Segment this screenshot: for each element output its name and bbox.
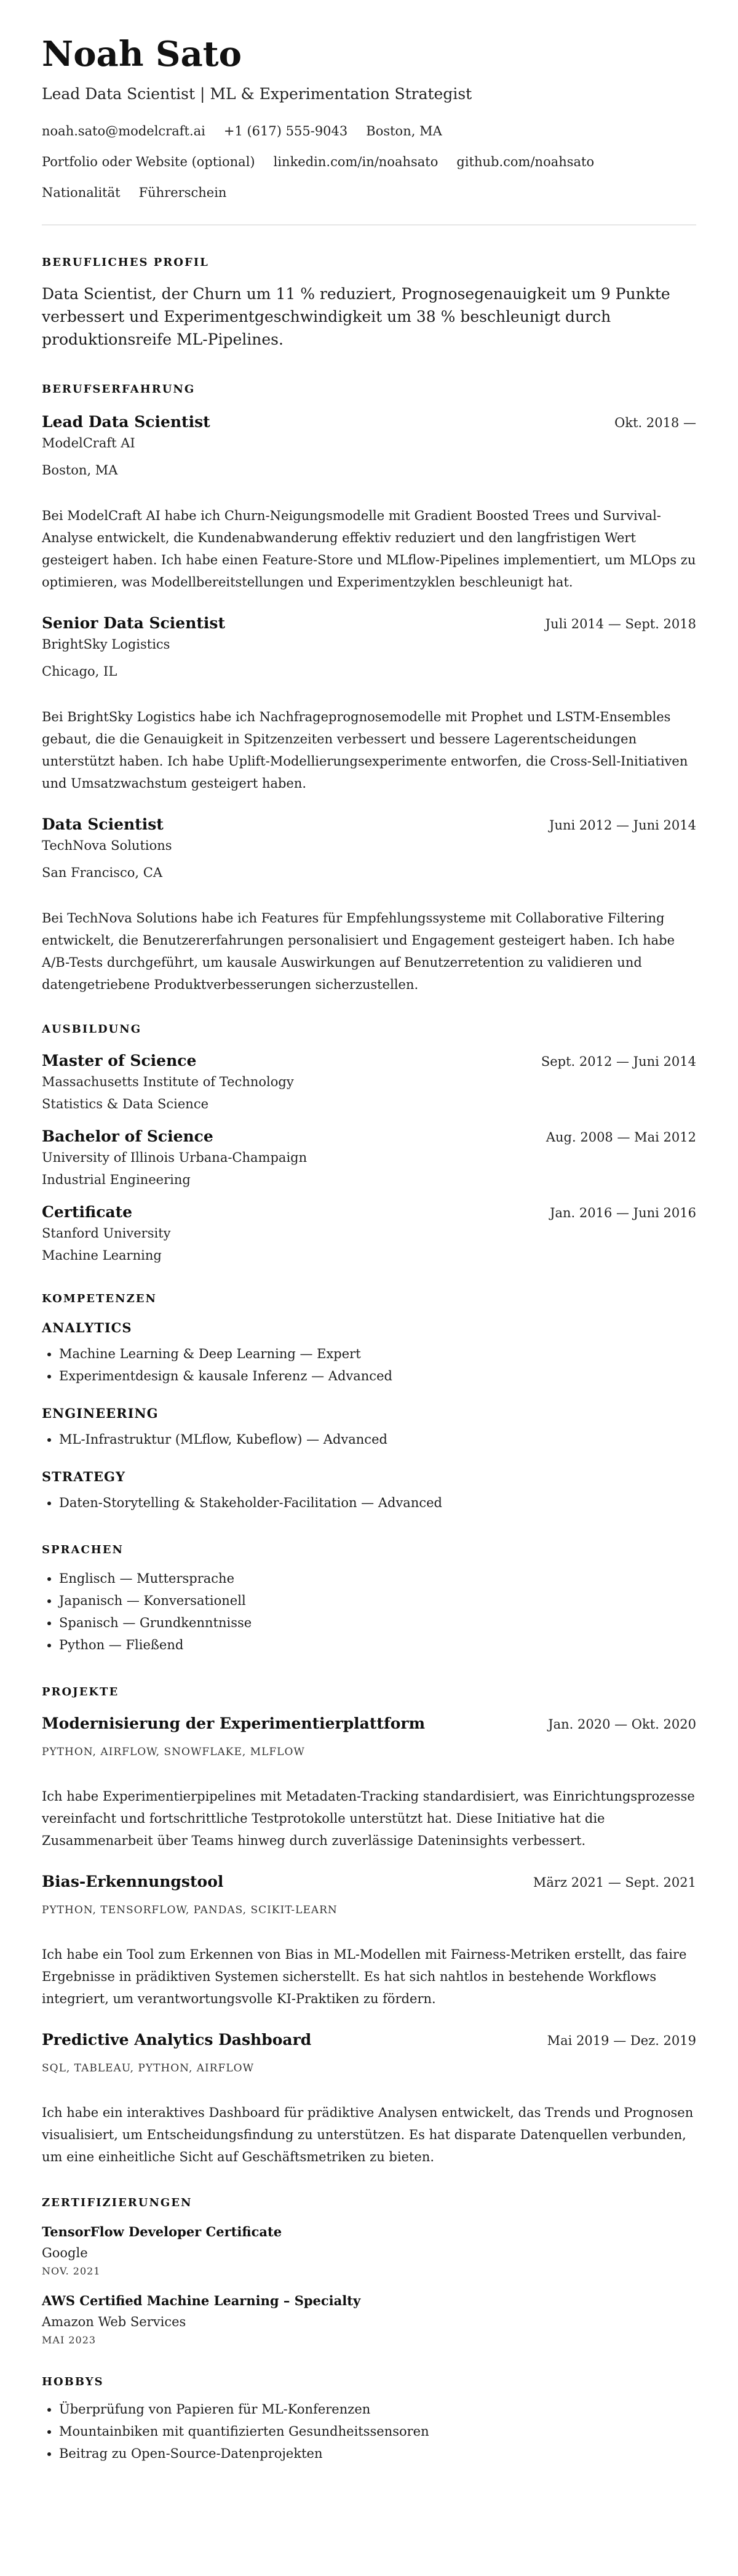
skill-category: ANALYTICS	[42, 1319, 132, 1335]
education-dates: Sept. 2012 — Juni 2014	[541, 1054, 696, 1069]
contact-row-links	[42, 154, 696, 169]
certification-name: AWS Certified Machine Learning – Specialty	[42, 2292, 361, 2308]
nationality-text: Nationalität	[42, 185, 121, 200]
skill-category: STRATEGY	[42, 1468, 125, 1484]
hobby-list	[42, 2398, 696, 2465]
degree-title: Master of Science	[42, 1051, 197, 1070]
skill-list	[42, 1343, 696, 1387]
company-name: TechNova Solutions	[42, 838, 172, 853]
project-entry	[42, 1714, 696, 1852]
degree-title: Bachelor of Science	[42, 1127, 213, 1145]
company-name: ModelCraft AI	[42, 435, 135, 450]
job-dates: Okt. 2018 —	[614, 415, 696, 430]
location-text: Boston, MA	[366, 123, 442, 138]
project-tech: PYTHON, AIRFLOW, SNOWFLAKE, MLFLOW	[42, 1745, 305, 1758]
list-item: • Englisch — Muttersprache	[59, 1567, 696, 1590]
job-description: Bei BrightSky Logistics habe ich Nachfrageprognosemodelle mit Prophet und LSTM-Ensembles gebaut, die die Genauigkeit in Spitzenzeiten verbessert und bessere Lagerentscheidungen unterstützt haben. Ich habe Uplift-Modellierungsexperimente entworfen, die Cross-Sell-Initiativen und Umsatzwachstum gesteigert haben.	[42, 709, 688, 791]
job-location: San Francisco, CA	[42, 865, 163, 880]
project-tech: SQL, TABLEAU, PYTHON, AIRFLOW	[42, 2062, 255, 2074]
education-entry	[42, 1052, 696, 1111]
certification-date: MAI 2023	[42, 2334, 97, 2346]
list-item: • Spanisch — Grundkenntnisse	[59, 1612, 696, 1634]
project-name: Modernisierung der Experimentierplattform	[42, 1714, 426, 1732]
field-of-study: Machine Learning	[42, 1247, 162, 1263]
list-item: • ML-Infrastruktur (MLflow, Kubeflow) — Advanced	[59, 1428, 696, 1450]
list-item: • Mountainbiken mit quantifizierten Gesundheitssensoren	[59, 2420, 696, 2442]
section-title-certifications: ZERTIFIZIERUNGEN	[42, 2196, 192, 2209]
candidate-headline: Lead Data Scientist | ML & Experimentation Strategist	[42, 84, 472, 103]
job-dates: Juni 2012 — Juni 2014	[549, 817, 696, 833]
education-dates: Aug. 2008 — Mai 2012	[546, 1129, 696, 1145]
project-description: Ich habe ein interaktives Dashboard für prädiktive Analysen entwickelt, das Trends und Prognosen visualisiert, um Entscheidungsfindung zu unterstützen. Es hat disparate Datenquellen verbunden, um eine einheitliche Sicht auf Geschäftsmetriken zu bieten.	[42, 2105, 694, 2164]
list-item: • Machine Learning & Deep Learning — Expert	[59, 1343, 696, 1365]
project-description: Ich habe ein Tool zum Erkennen von Bias in ML-Modellen mit Fairness-Metriken erstellt, das faire Ergebnisse in prädiktiven Systemen sicherstellt. Es hat sich nahtlos in bestehende Workflows integriert, um verantwortungsvolle KI-Praktiken zu fördern.	[42, 1946, 687, 2006]
section-title-hobbies: HOBBYS	[42, 2375, 104, 2388]
project-name: Predictive Analytics Dashboard	[42, 2030, 312, 2049]
job-dates: Juli 2014 — Sept. 2018	[545, 616, 696, 631]
project-dates: Jan. 2020 — Okt. 2020	[548, 1716, 696, 1732]
list-item: • Japanisch — Konversationell	[59, 1590, 696, 1612]
experience-entry	[42, 413, 696, 593]
certification-name: TensorFlow Developer Certificate	[42, 2223, 282, 2239]
contact-row-personal	[42, 185, 696, 200]
email-link[interactable]: noah.sato@modelcraft.ai	[42, 123, 205, 138]
degree-title: Certificate	[42, 1202, 133, 1221]
project-name: Bias-Erkennungstool	[42, 1872, 224, 1890]
certification-entry	[42, 2293, 696, 2346]
language-list	[42, 1567, 696, 1656]
contact-row-primary	[42, 124, 696, 138]
project-description: Ich habe Experimentierpipelines mit Metadaten-Tracking standardisiert, was Einrichtungsprozesse vereinfacht und fortschrittliche Testprotokolle unterstützt hat. Diese Initiative hat die Zusammenarbeit über Teams hinweg durch zuverlässige Dateninsights verbessert.	[42, 1788, 695, 1848]
project-dates: Mai 2019 — Dez. 2019	[547, 2033, 696, 2048]
experience-entry	[42, 815, 696, 996]
section-title-languages: SPRACHEN	[42, 1543, 124, 1556]
school-name: University of Illinois Urbana-Champaign	[42, 1150, 308, 1165]
certification-issuer: Google	[42, 2245, 88, 2260]
school-name: Stanford University	[42, 1225, 171, 1241]
field-of-study: Statistics & Data Science	[42, 1096, 209, 1111]
candidate-name: Noah Sato	[42, 34, 242, 74]
job-title: Senior Data Scientist	[42, 614, 226, 632]
project-dates: März 2021 — Sept. 2021	[533, 1874, 696, 1890]
linkedin-link[interactable]: linkedin.com/in/noahsato	[273, 154, 438, 169]
skill-list	[42, 1492, 696, 1514]
job-location: Boston, MA	[42, 462, 118, 478]
license-text: Führerschein	[138, 185, 227, 200]
job-title: Data Scientist	[42, 815, 164, 833]
skill-list	[42, 1428, 696, 1450]
list-item: • Überprüfung von Papieren für ML-Konferenzen	[59, 2398, 696, 2420]
education-dates: Jan. 2016 — Juni 2016	[550, 1205, 696, 1220]
skill-category: ENGINEERING	[42, 1405, 159, 1421]
job-description: Bei ModelCraft AI habe ich Churn-Neigungsmodelle mit Gradient Boosted Trees und Survival-Analyse entwickelt, die Kundenabwanderung effektiv reduziert und den langfristigen Wert gesteigert haben. Ich habe einen Feature-Store und MLflow-Pipelines implementiert, um MLOps zu optimieren, was Modellbereitstellungen und Experimentzyklen beschleunigt hat.	[42, 508, 696, 590]
phone-number[interactable]: +1 (617) 555-9043	[223, 123, 348, 138]
section-title-experience: BERUFSERFAHRUNG	[42, 382, 196, 396]
education-entry	[42, 1127, 696, 1187]
job-location: Chicago, IL	[42, 663, 117, 679]
certification-issuer: Amazon Web Services	[42, 2314, 186, 2329]
project-tech: PYTHON, TENSORFLOW, PANDAS, SCIKIT-LEARN	[42, 1903, 338, 1916]
profile-summary: Data Scientist, der Churn um 11 % reduziert, Prognosegenauigkeit um 9 Punkte verbessert und Experimentgeschwindigkeit um 38 % beschleunigt durch produktionsreife ML-Pipelines.	[42, 284, 670, 348]
project-entry	[42, 2031, 696, 2168]
section-title-skills: KOMPETENZEN	[42, 1292, 157, 1305]
project-entry	[42, 1873, 696, 2010]
school-name: Massachusetts Institute of Technology	[42, 1074, 294, 1089]
company-name: BrightSky Logistics	[42, 636, 170, 652]
list-item: • Daten-Storytelling & Stakeholder-Facilitation — Advanced	[59, 1492, 696, 1514]
field-of-study: Industrial Engineering	[42, 1172, 191, 1187]
portfolio-link[interactable]: Portfolio oder Website (optional)	[42, 154, 255, 169]
education-entry	[42, 1203, 696, 1263]
list-item: • Python — Fließend	[59, 1634, 696, 1656]
section-title-education: AUSBILDUNG	[42, 1022, 142, 1036]
job-description: Bei TechNova Solutions habe ich Features für Empfehlungssysteme mit Collaborative Filtering entwickelt, die Benutzererfahrungen personalisiert und Engagement gesteigert haben. Ich habe A/B-Tests durchgeführt, um kausale Auswirkungen auf Benutzerretention zu validieren und datengetriebene Produktverbesserungen sicherzustellen.	[42, 910, 675, 992]
certification-date: NOV. 2021	[42, 2265, 101, 2277]
certification-entry	[42, 2224, 696, 2277]
github-link[interactable]: github.com/noahsato	[456, 154, 595, 169]
job-title: Lead Data Scientist	[42, 412, 210, 431]
list-item: • Experimentdesign & kausale Inferenz — Advanced	[59, 1365, 696, 1387]
list-item: • Beitrag zu Open-Source-Datenprojekten	[59, 2442, 696, 2465]
section-title-profile: BERUFLICHES PROFIL	[42, 255, 209, 269]
section-title-projects: PROJEKTE	[42, 1685, 119, 1698]
experience-entry	[42, 614, 696, 794]
